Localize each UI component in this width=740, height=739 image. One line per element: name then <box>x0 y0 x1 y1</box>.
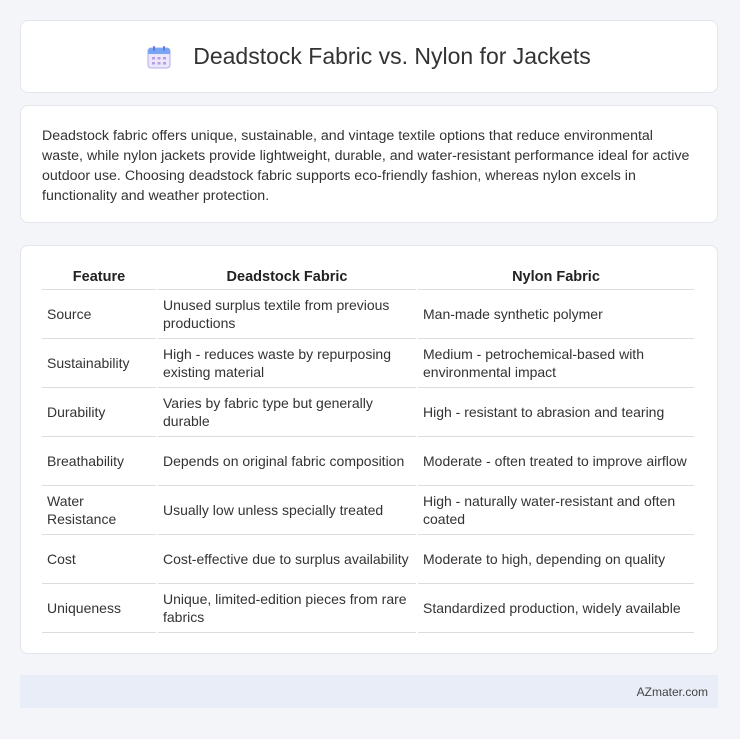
calendar-icon <box>147 45 171 69</box>
deadstock-cell: Unique, limited-edition pieces from rare fabrics <box>158 584 416 633</box>
column-header-nylon: Nylon Fabric <box>418 264 694 290</box>
column-header-feature: Feature <box>42 264 156 290</box>
intro-card <box>20 105 718 223</box>
footer <box>20 675 718 708</box>
comparison-table <box>40 264 696 633</box>
nylon-cell: High - naturally water-resistant and often coated <box>418 486 694 535</box>
deadstock-cell: High - reduces waste by repurposing existing material <box>158 339 416 388</box>
comparison-table-card <box>20 245 718 654</box>
table-row <box>42 339 694 388</box>
feature-cell: Sustainability <box>42 339 156 388</box>
column-header-deadstock: Deadstock Fabric <box>158 264 416 290</box>
nylon-cell: High - resistant to abrasion and tearing <box>418 388 694 437</box>
feature-cell: Source <box>42 290 156 339</box>
feature-cell: Durability <box>42 388 156 437</box>
table-row <box>42 437 694 486</box>
footer-brand: AZmater.com <box>636 684 708 699</box>
nylon-cell: Medium - petrochemical-based with environmental impact <box>418 339 694 388</box>
table-row <box>42 388 694 437</box>
nylon-cell: Moderate - often treated to improve airflow <box>418 437 694 486</box>
title-card <box>20 20 718 93</box>
nylon-cell: Moderate to high, depending on quality <box>418 535 694 584</box>
nylon-cell: Man-made synthetic polymer <box>418 290 694 339</box>
table-row <box>42 584 694 633</box>
nylon-cell: Standardized production, widely available <box>418 584 694 633</box>
feature-cell: Uniqueness <box>42 584 156 633</box>
feature-cell: Water Resistance <box>42 486 156 535</box>
deadstock-cell: Cost-effective due to surplus availability <box>158 535 416 584</box>
page-title: Deadstock Fabric vs. Nylon for Jackets <box>193 43 591 69</box>
deadstock-cell: Usually low unless specially treated <box>158 486 416 535</box>
table-row <box>42 290 694 339</box>
intro-text: Deadstock fabric offers unique, sustainable, and vintage textile options that reduce environmental waste, while nylon jackets provide lightweight, durable, and water-resistant performance ideal for active outdoor use. Choosing deadstock fabric supports eco-friendly fashion, whereas nylon excels in functionality and weather protection. <box>42 128 690 204</box>
feature-cell: Breathability <box>42 437 156 486</box>
deadstock-cell: Depends on original fabric composition <box>158 437 416 486</box>
table-header-row <box>42 264 694 290</box>
deadstock-cell: Unused surplus textile from previous productions <box>158 290 416 339</box>
table-row <box>42 486 694 535</box>
feature-cell: Cost <box>42 535 156 584</box>
table-row <box>42 535 694 584</box>
deadstock-cell: Varies by fabric type but generally durable <box>158 388 416 437</box>
